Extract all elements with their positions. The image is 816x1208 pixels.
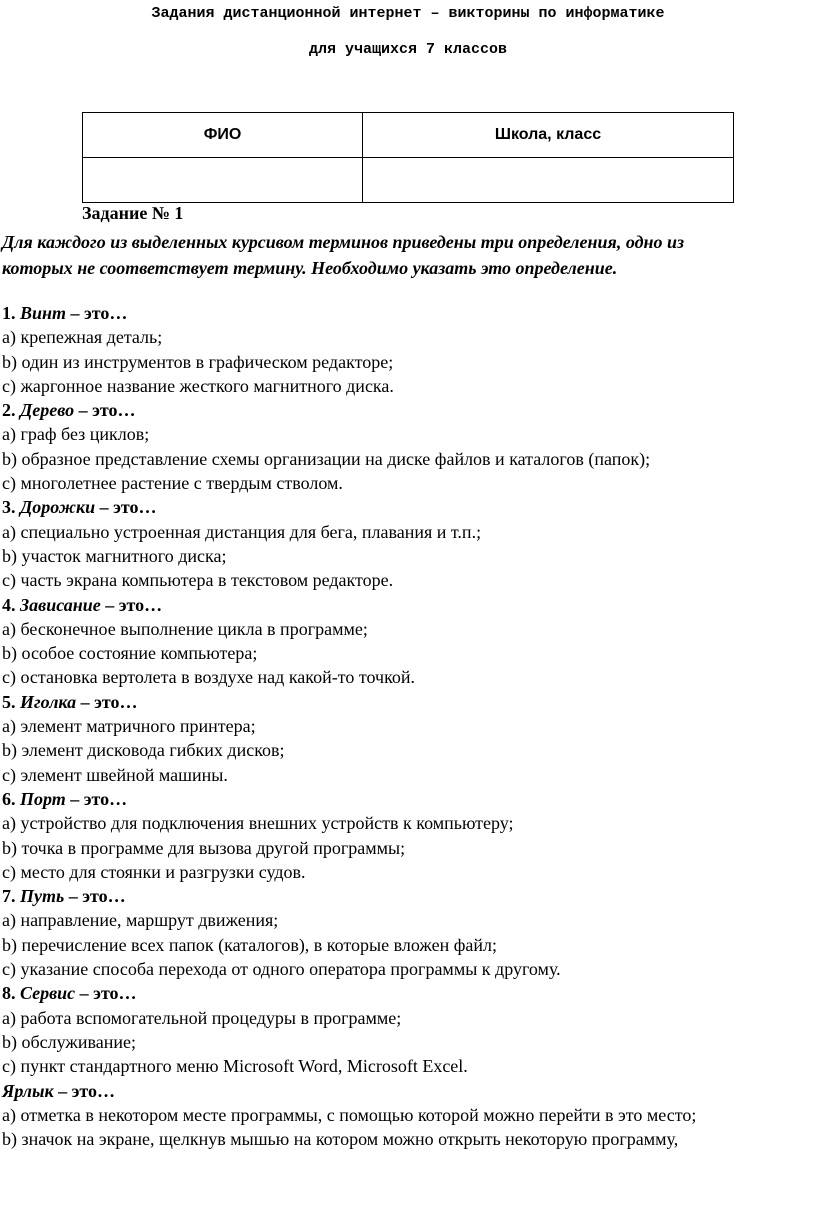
answer-option: c) жаргонное название жесткого магнитного диска. — [2, 375, 394, 396]
answer-option: c) часть экрана компьютера в текстовом редакторе. — [2, 570, 394, 591]
question-number: 8. — [2, 983, 16, 1004]
question-title — [2, 1079, 816, 1103]
question-title — [2, 787, 816, 811]
answer-option: c) многолетнее растение с твердым стволом. — [2, 473, 343, 494]
question-title — [2, 690, 816, 714]
answer-option: b) точка в программе для вызова другой программы; — [2, 837, 406, 858]
question-title — [2, 981, 816, 1005]
question-term: Сервис — [20, 983, 76, 1004]
question-number: 4. — [2, 594, 16, 615]
answer-option: c) элемент швейной машины. — [2, 764, 228, 785]
question-number: 5. — [2, 691, 16, 712]
question-item — [2, 398, 816, 495]
question-item — [2, 495, 816, 592]
question-number: 1. — [2, 303, 16, 323]
question-term: Иголка — [20, 691, 77, 712]
answer-option: а) отметка в некотором месте программы, с помощью которой можно перейти в это место; — [2, 1104, 697, 1125]
fio-header: ФИО — [83, 113, 363, 158]
question-title — [2, 398, 816, 422]
question-title — [2, 593, 816, 617]
answer-option: c) остановка вертолета в воздухе над какой-то точкой. — [2, 667, 416, 688]
answer-option: а) крепежная деталь; — [2, 327, 163, 348]
question-item — [2, 787, 816, 884]
answer-option: c) указание способа перехода от одного оператора программы к другому. — [2, 959, 561, 980]
answer-option: b) участок магнитного диска; — [2, 545, 227, 566]
school-class-field[interactable] — [363, 158, 734, 203]
answer-option: b) особое состояние компьютера; — [2, 643, 258, 664]
question-suffix: – это… — [64, 886, 126, 907]
question-term: Зависание — [20, 594, 101, 615]
table-header-row — [83, 113, 734, 158]
answer-option: а) работа вспомогательной процедуры в программе; — [2, 1007, 402, 1028]
question-title — [2, 495, 816, 519]
answer-option: b) перечисление всех папок (каталогов), в которые вложен файл; — [2, 934, 497, 955]
question-suffix: – это… — [65, 788, 128, 809]
question-suffix: – это… — [53, 1080, 115, 1101]
question-item — [2, 981, 816, 1078]
question-suffix: – это… — [100, 594, 163, 615]
answer-option: b) значок на экране, щелкнув мышью на котором можно открыть некоторую программу, — [2, 1129, 679, 1150]
document-subtitle: для учащихся 7 классов — [308, 41, 508, 58]
answer-option: а) элемент матричного принтера; — [2, 716, 256, 737]
question-item — [2, 1079, 816, 1152]
answer-option: а) направление, маршрут движения; — [2, 910, 279, 931]
fio-field[interactable] — [83, 158, 363, 203]
participant-info-table — [82, 112, 734, 203]
table-input-row — [83, 158, 734, 203]
answer-option: b) образное представление схемы организации на диске файлов и каталогов (папок); — [2, 448, 651, 469]
question-number: 2. — [2, 400, 16, 421]
document-title: Задания дистанционной интернет – викторины по информатике — [151, 5, 665, 22]
question-term: Ярлык — [2, 1080, 54, 1101]
answer-option: b) элемент дисковода гибких дисков; — [2, 740, 285, 761]
answer-option: c) место для стоянки и разгрузки судов. — [2, 861, 306, 882]
question-term: Путь — [20, 886, 65, 907]
question-title — [2, 884, 816, 908]
question-number: 7. — [2, 886, 16, 907]
questions-list — [2, 301, 816, 1151]
question-term: Дорожки — [20, 497, 96, 518]
answer-option: b) один из инструментов в графическом редакторе; — [2, 351, 394, 372]
question-suffix: – это… — [66, 303, 128, 323]
task-title: Задание № 1 — [82, 203, 184, 223]
question-term: Порт — [20, 788, 66, 809]
question-suffix: – это… — [76, 691, 138, 712]
question-term: Винт — [20, 303, 67, 323]
question-number: 6. — [2, 788, 16, 809]
question-item — [2, 690, 816, 787]
answer-option: c) пункт стандартного меню Microsoft Word, Microsoft Excel. — [2, 1056, 468, 1077]
instruction-line: которых не соответствует термину. Необходимо указать это определение. — [2, 258, 618, 278]
answer-option: а) бесконечное выполнение цикла в программе; — [2, 618, 368, 639]
instruction-line: Для каждого из выделенных курсивом терминов приведены три определения, одно из — [2, 232, 685, 252]
question-item — [2, 884, 816, 981]
answer-option: b) обслуживание; — [2, 1031, 136, 1052]
question-item — [2, 593, 816, 690]
question-suffix: – это… — [95, 497, 157, 518]
question-suffix: – это… — [75, 983, 137, 1004]
task-instruction — [2, 229, 816, 281]
question-item — [2, 301, 816, 398]
question-title — [2, 301, 816, 325]
question-term: Дерево — [20, 400, 75, 421]
answer-option: а) специально устроенная дистанция для бега, плавания и т.п.; — [2, 521, 482, 542]
answer-option: а) устройство для подключения внешних устройств к компьютеру; — [2, 813, 514, 834]
school-class-header: Школа, класс — [363, 113, 734, 158]
question-number: 3. — [2, 497, 16, 518]
answer-option: а) граф без циклов; — [2, 424, 150, 445]
question-suffix: – это… — [74, 400, 136, 421]
